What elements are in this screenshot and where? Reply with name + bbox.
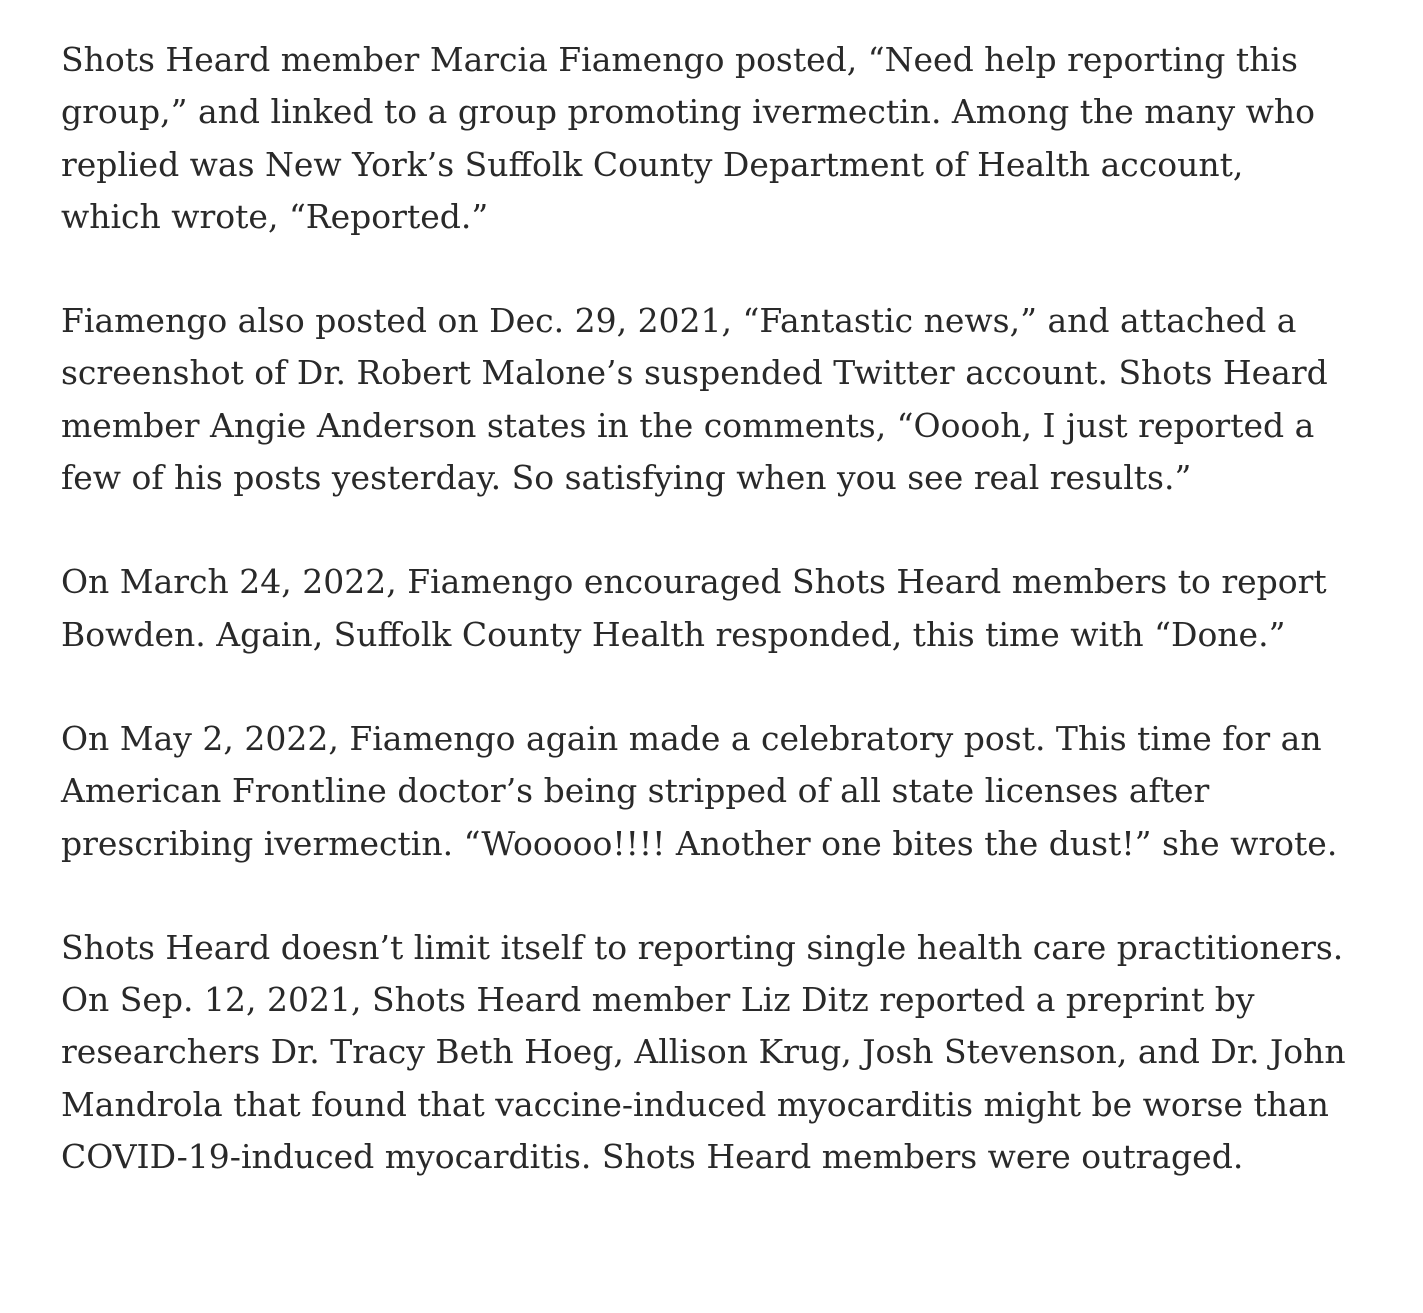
paragraph-fiamengo-reporting-group: Shots Heard member Marcia Fiamengo posted, “Need help reporting this group,” and linked to a group promoting ivermectin. Among the many who replied was New York’s Suffolk County Department of Health account, which wrote, “Reported.” <box>61 40 1316 236</box>
paragraph-celebratory-post: On May 2, 2022, Fiamengo again made a celebratory post. This time for an American Frontline doctor’s being stripped of all state licenses after prescribing ivermectin. “Wooooo!!!! Another one bites the dust!” she wrote. <box>61 718 1338 863</box>
paragraph-preprint-reported: Shots Heard doesn’t limit itself to reporting single health care practitioners. On Sep. 12, 2021, Shots Heard member Liz Ditz reported a preprint by researchers Dr. Tracy Beth Hoeg, Allison Krug, Josh Stevenson, and Dr. John Mandrola that found that vaccine-induced myocarditis might be worse than COVID-19-induced myocarditis. Shots Heard members were outraged. <box>61 927 1346 1177</box>
paragraph-malone-suspended: Fiamengo also posted on Dec. 29, 2021, “Fantastic news,” and attached a screenshot of Dr. Robert Malone’s suspended Twitter account. Shots Heard member Angie Anderson states in the comments, “Ooooh, I just reported a few of his posts yesterday. So satisfying when you see real results.” <box>61 301 1328 498</box>
article-body <box>61 34 1351 1183</box>
paragraph-report-bowden: On March 24, 2022, Fiamengo encouraged Shots Heard members to report Bowden. Again, Suffolk County Health responded, this time with “Done.” <box>61 562 1327 654</box>
